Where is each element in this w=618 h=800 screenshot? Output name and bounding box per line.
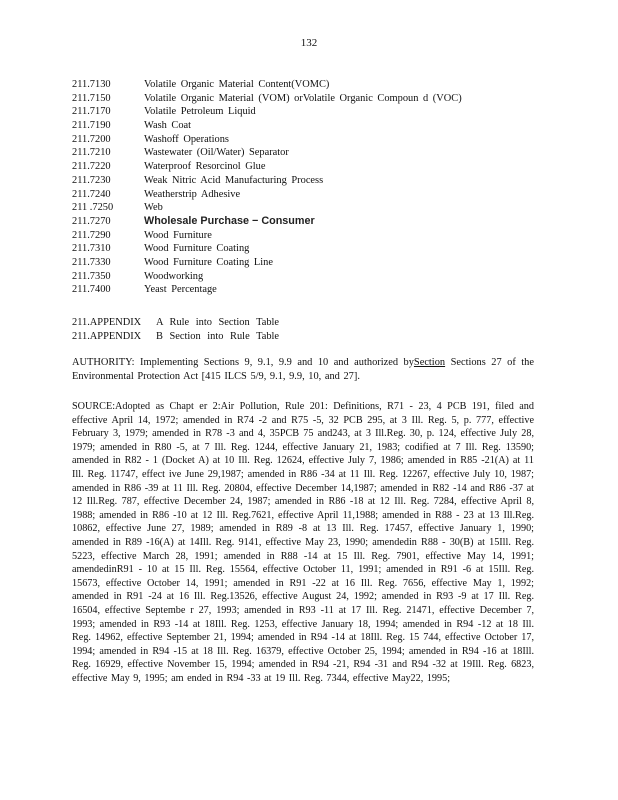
appendix-row: [72, 316, 552, 330]
section-row: [72, 188, 552, 202]
section-row: [72, 92, 552, 106]
section-title: Woodworking: [144, 270, 204, 282]
section-number: 211.7330: [72, 256, 111, 268]
section-title-bold: Wholesale Purchase − Consumer: [144, 214, 315, 227]
section-number: 211.7170: [72, 106, 111, 118]
section-title: Wood Furniture Coating: [144, 243, 250, 255]
section-title: Web: [144, 202, 163, 214]
section-row: [72, 78, 552, 92]
source-paragraph: SOURCE:Adopted as Chapt er 2:Air Pollution, Rule 201: Definitions, R71 - 23, 4 PCB 191, filed and effective April 14, 1972; amended in R74 -2 and R75 -5, 32 PCB 295, at 3 Ill. Reg. 5, p. 777, effective February 3, 1979; amended in R78 -3 and 4, 35PCB 75 and243, at 3 Ill.Reg. 30, p. 124, effective July 28, 1979; amended in R80 -5, at 7 Ill. Reg. 1244, effective January 21, 1983; codified at 7 Ill. Reg. 13590; amended in R82 - 1 (Docket A) at 10 Ill. Reg. 12624, effective July 7, 1986; amended in R85 -21(A) at 11 Ill. Reg. 11747, effect ive June 29,1987; amended in R86 -34 at 11 Ill. Reg. 12267, effective July 10, 1987; amended in R86 -39 at 11 Ill. Reg. 20804, effective December 14,1987; amended in R82 -14 and R86 -37 at 12 Ill.Reg. 787, effective December 24, 1987; amended in R86 -18 at 12 Ill. Reg. 7284, effective April 8, 1988; amended in R86 -10 at 12 Ill. Reg.7621, effective April 11,1988; amended in R88 - 23 at 13 Ill.Reg. 10862, effective June 27, 1989; amended in R89 -8 at 13 Ill. Reg. 17457, effective January 1, 1990; amended in R89 -16(A) at 14Ill. Reg. 9141, effective May 23, 1990; amendedin R88 - 30(B) at 15Ill. Reg. 5223, effective March 28, 1991; amended in R88 -14 at 15 Ill. Reg. 7901, effective May 14, 1991; amendedinR91 - 10 at 15 Ill. Reg. 15564, effective October 11, 1991; amended in R91 -6 at 15Ill. Reg. 15673, effective October 14, 1991; amended in R91 -22 at 16 Ill. Reg. 7656, effective May 1, 1992; amended in R91 -24 at 16 Ill. Reg.13526, effective August 24, 1992; amended in R93 -9 at 17 Ill. Reg. 16504, effective Septembe r 27, 1993; amended in R93 -11 at 17 Ill. Reg. 21471, effective December 7, 1993; amended in R93 -14 at 18Ill. Reg. 1253, effective January 18, 1994; amended in R94 -12 at 18 Ill. Reg. 14962, effective September 21, 1994; amended in R94 -14 at 18Ill. Reg. 15 744, effective October 17, 1994; amended in R94 -15 at 18 Ill. Reg. 16379, effective October 25, 1994; amended in R94 -16 at 18Ill. Reg. 16929, effective November 15, 1994; amended in R94 -21, R94 -31 and R94 -32 at 19Ill. Reg. 6823, effective May 9, 1995; am ended in R94 -33 at 19 Ill. Reg. 7344, effective May22, 1995;: [72, 401, 534, 684]
section-row: [72, 146, 552, 160]
section-number: 211.7400: [72, 284, 111, 296]
section-row: [72, 256, 552, 270]
section-row: [72, 201, 552, 215]
section-number: 211.7230: [72, 174, 111, 186]
appendix-list: [72, 316, 552, 343]
section-title: Volatile Organic Material Content(VOMC): [144, 79, 330, 90]
section-title: Wash Coat: [144, 120, 192, 132]
section-title: Weatherstrip Adhesive: [144, 188, 241, 200]
section-number: 211.7220: [72, 161, 111, 173]
section-number: 211.7270: [72, 215, 111, 227]
section-row: [72, 160, 552, 174]
section-title: Weak Nitric Acid Manufacturing Process: [144, 174, 324, 186]
section-number: 211.7350: [72, 270, 111, 282]
section-title: Volatile Petroleum Liquid: [144, 106, 256, 118]
section-number: 211.7130: [72, 79, 111, 90]
section-title: Yeast Percentage: [144, 284, 217, 296]
section-row: [72, 119, 552, 133]
authority-rest-text: Sections 27 of the Environmental Protection Act [415 ILCS 5/9, 9.1, 9.9, 10, and 27].: [72, 357, 534, 382]
section-row: [72, 283, 552, 297]
section-title: Waterproof Resorcinol Glue: [144, 161, 266, 173]
section-number: 211.7210: [72, 147, 111, 159]
section-row: [72, 215, 552, 229]
section-number: 211.7150: [72, 92, 111, 104]
section-title: Wood Furniture Coating Line: [144, 256, 273, 268]
appendix-number: 211.APPENDIX: [72, 330, 142, 342]
section-row: [72, 133, 552, 147]
appendix-title: B Section into Rule Table: [156, 330, 280, 342]
section-number: 211 .7250: [72, 202, 114, 214]
appendix-title: A Rule into Section Table: [156, 317, 280, 328]
section-number: 211.7240: [72, 188, 111, 200]
authority-lead-text: AUTHORITY: Implementing Sections 9, 9.1, 9.9 and 10 and authorized by: [72, 357, 414, 368]
page-number: 132: [300, 37, 318, 49]
section-row: [72, 242, 552, 256]
appendix-number: 211.APPENDIX: [72, 317, 142, 328]
section-title: Wastewater (Oil/Water) Separator: [144, 147, 289, 159]
section-number: 211.7190: [72, 120, 111, 132]
authority-section-link: Section: [413, 357, 446, 368]
section-list: [72, 78, 552, 297]
section-row: [72, 229, 552, 243]
section-title: Volatile Organic Material (VOM) orVolatile Organic Compoun d (VOC): [144, 92, 462, 104]
section-row: [72, 270, 552, 284]
section-number: 211.7310: [72, 243, 111, 255]
section-row: [72, 105, 552, 119]
authority-paragraph: [72, 356, 534, 384]
section-number: 211.7200: [72, 133, 111, 145]
section-number: 211.7290: [72, 229, 111, 241]
section-title: Wood Furniture: [144, 229, 212, 241]
section-title: Washoff Operations: [144, 133, 229, 145]
section-row: [72, 174, 552, 188]
appendix-row: [72, 330, 552, 344]
